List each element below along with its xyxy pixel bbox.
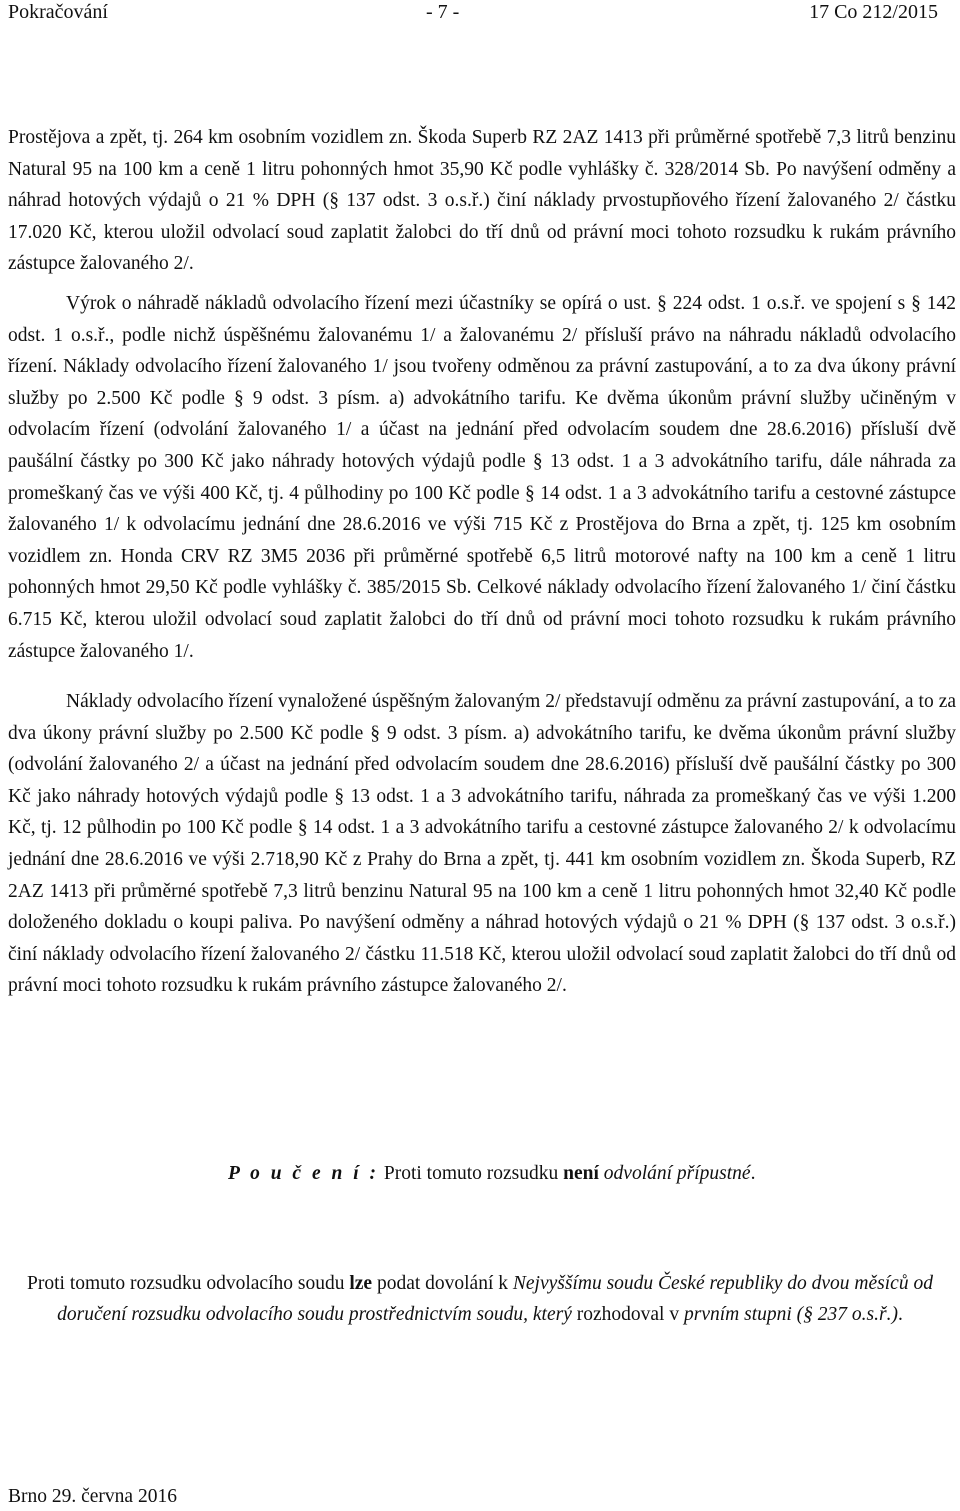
document-body [8,122,956,1002]
page-number: - 7 - [426,1,460,23]
dovolani-italic-first-instance: prvním stupni (§ 237 o.s.ř.) [683,1304,898,1325]
paragraph-appeal-costs-defendant-2 [8,686,956,1002]
instruction-italic: odvolání přípustné [603,1163,751,1184]
paragraph-text: Prostějova a zpět, tj. 264 km osobním vozidlem zn. Škoda Superb RZ 2AZ 1413 při průměrné spotřebě 7,3 litrů benzinu Natural 95 na 100 km a ceně 1 litru pohonných hmot 35,90 Kč podle vyhlášky č. 328/2014 Sb. Po navýšení odměny a náhrad hotových výdajů o 21 % DPH (§ 137 odst. 3 o.s.ř.) činí náklady prvostupňového řízení žalovaného 2/ částku 17.020 Kč, kterou uložil odvolací soud zaplatit žalobci do tří dnů od právní moci tohoto rozsudku k rukám právního zástupce žalovaného 2/. [8,127,956,275]
header-continuation-label: Pokračování [8,1,108,23]
dovolani-italic-court: Nejvyššímu soudu České republiky do dvou měsíců od doručení rozsudku odvolacího soudu prostřednictvím soudu, který [57,1273,933,1325]
paragraph-travel-costs-continued [8,122,956,280]
instruction-extraordinary-appeal [20,1268,940,1330]
dovolani-text-c: podat dovolání k [372,1273,513,1294]
instruction-no-appeal [228,1163,755,1185]
place-and-date: Brno 29. června 2016 [8,1486,177,1507]
case-number: 17 Co 212/2015 [809,1,938,23]
dovolani-bold-lze: lze [349,1273,373,1294]
dovolani-text-e: rozhodoval v [571,1304,684,1325]
instruction-label: P o u č e n í : [228,1163,379,1184]
page-header [8,1,938,29]
dovolani-text-a: Proti tomuto rozsudku odvolacího soudu [27,1273,350,1294]
instruction-text-1: Proti tomuto rozsudku [378,1163,564,1184]
instruction-period: . [750,1163,756,1184]
paragraph-text: Výrok o náhradě nákladů odvolacího řízení mezi účastníky se opírá o ust. § 224 odst. 1 o.s.ř. ve spojení s § 142 odst. 1 o.s.ř., podle nichž úspěšnému žalovanému 1/ a žalovanému 2/ přísluší právo na náhradu nákladů odvolacího řízení. Náklady odvolacího řízení žalovaného 1/ jsou tvořeny odměnou za právní zastupování, a to za dva úkony právní služby po 2.500 Kč podle § 9 odst. 3 písm. a) advokátního tarifu. Ke dvěma úkonům právní služby učiněným v odvolacím řízení (odvolání žalovaného 1/ a účast na jednání před odvolacím soudem dne 28.6.2016) přísluší dvě paušální částky po 300 Kč jako náhrady hotových výdajů podle § 13 odst. 1 a 3 advokátního tarifu, dále náhrada za promeškaný čas ve výši 400 Kč, tj. 4 půlhodiny po 100 Kč podle § 14 odst. 1 a 3 advokátního tarifu a cestovné zástupce žalovaného 1/ k odvolacímu jednání dne 28.6.2016 ve výši 715 Kč z Prostějova do Brna a zpět, tj. 125 km osobním vozidlem zn. Honda CRV RZ 3M5 2036 při průměrné spotřebě 6,5 litrů motorové nafty na 100 km a ceně 1 litru pohonných hmot 29,50 Kč podle vyhlášky č. 385/2015 Sb. Celkové náklady odvolacího řízení žalovaného 1/ činí částku 6.715 Kč, kterou uložil odvolací soud zaplatit žalobci do tří dnů od právní moci tohoto rozsudku k rukám právního zástupce žalovaného 1/. [8,292,956,662]
instruction-bold-not: není [563,1163,599,1184]
dovolani-period: . [897,1304,903,1325]
paragraph-text: Náklady odvolacího řízení vynaložené úspěšným žalovaným 2/ představují odměnu za právní zastupování, a to za dva úkony právní služby po 2.500 Kč podle § 9 odst. 3 písm. a) advokátního tarifu, ke dvěma úkonům právní služby (odvolání žalovaného 2/ a účast na jednání před odvolacím soudem dne 28.6.2016) přísluší dvě paušální částky po 300 Kč jako náhrady hotových výdajů podle § 13 odst. 1 a 3 advokátního tarifu, náhrada za promeškaný čas ve výši 1.200 Kč, tj. 12 půlhodin po 100 Kč podle § 14 odst. 1 a 3 advokátního tarifu a cestovné zástupce žalovaného 2/ k odvolacímu jednání dne 28.6.2016 ve výši 2.718,90 Kč z Prahy do Brna a zpět, tj. 441 km osobním vozidlem zn. Škoda Superb, RZ 2AZ 1413 při průměrné spotřebě 7,3 litrů benzinu Natural 95 na 100 km a ceně 1 litru pohonných hmot 32,40 Kč podle doloženého dokladu o koupi paliva. Po navýšení odměny a náhrad hotových výdajů o 21 % DPH (§ 137 odst. 3 o.s.ř.) činí náklady odvolacího řízení žalovaného 2/ částku 11.518 Kč, kterou uložil odvolací soud zaplatit žalobci do tří dnů od právní moci tohoto rozsudku k rukám právního zástupce žalovaného 2/. [8,691,956,997]
paragraph-appeal-costs-defendant-1 [8,288,956,667]
